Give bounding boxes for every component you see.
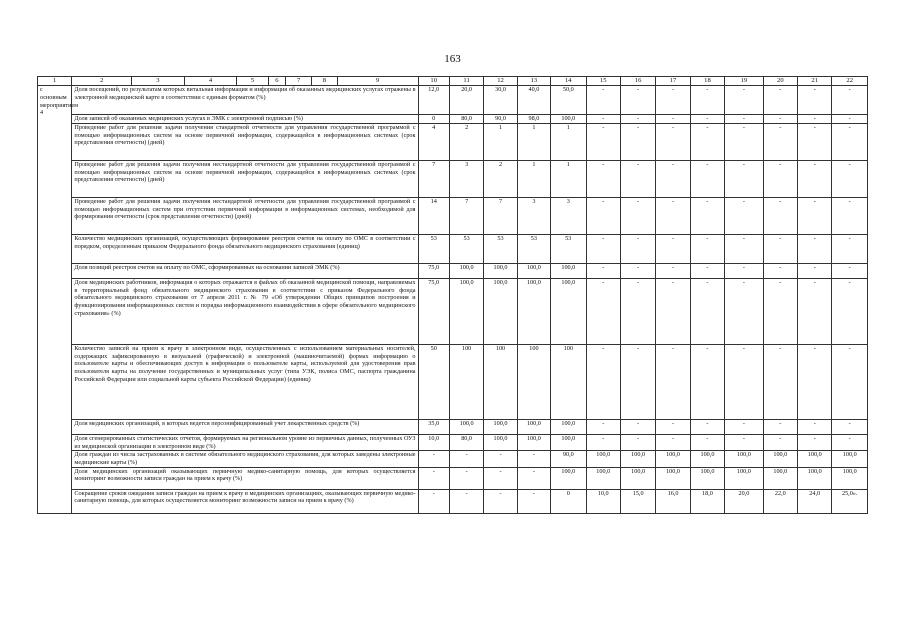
value-cell: -	[620, 234, 655, 263]
value-cell: -	[620, 160, 655, 197]
value-cell: -	[586, 278, 620, 344]
value-cell: 53	[484, 234, 517, 263]
header-row	[38, 77, 868, 86]
value-cell: -	[656, 234, 690, 263]
value-cell: -	[725, 263, 763, 278]
value-cell: 100,0	[763, 451, 797, 467]
value-cell: -	[656, 86, 690, 115]
indicator-name: Доля медицинских организаций, в которых ведется персонифицированный учет лекарственных средств (%)	[72, 419, 418, 434]
value-cell: 100,0	[551, 419, 586, 434]
value-cell: -	[690, 434, 724, 450]
value-cell: 75,0	[418, 278, 449, 344]
value-cell: 100,0	[586, 451, 620, 467]
value-cell: -	[798, 123, 832, 160]
side-cell	[38, 278, 72, 344]
value-cell: -	[620, 434, 655, 450]
value-cell: 100,0	[586, 467, 620, 489]
value-cell: -	[656, 160, 690, 197]
column-number: 3	[132, 77, 185, 86]
value-cell: 3	[551, 197, 586, 234]
indicator-name: Доля записей об оказанных медицинских услугах в ЭМК с электронной подписью (%)	[72, 115, 418, 124]
indicator-name: Сокращение сроков ожидания записи граждан на прием к врачу в медицинских организациях, оказывающих первичную медико-санитарную помощь, для которых осуществляется мониторинг возможности записи на прием к врачу (%)	[72, 489, 418, 513]
column-number: 8	[312, 77, 337, 86]
value-cell: 100	[551, 344, 586, 419]
value-cell: 100,0	[690, 451, 724, 467]
value-cell: -	[763, 234, 797, 263]
indicator-name: Доля граждан из числа застрахованных в системе обязательного медицинского страхования, для которых заведены электронные медицинские карты (%)	[72, 451, 418, 467]
value-cell: 53	[551, 234, 586, 263]
value-cell: 100,0	[484, 263, 517, 278]
value-cell: -	[656, 123, 690, 160]
value-cell: 100,0	[832, 451, 868, 467]
value-cell: -	[656, 434, 690, 450]
indicators-table	[37, 76, 868, 514]
value-cell: -	[832, 115, 868, 124]
value-cell: 100,0	[484, 434, 517, 450]
value-cell: 1	[517, 160, 550, 197]
value-cell: 16,0	[656, 489, 690, 513]
value-cell: 0	[551, 489, 586, 513]
value-cell: -	[725, 344, 763, 419]
table-row	[38, 344, 868, 419]
value-cell: 100,0	[551, 467, 586, 489]
value-cell: 90,0	[551, 451, 586, 467]
column-number: 10	[418, 77, 449, 86]
value-cell: -	[418, 451, 449, 467]
value-cell: -	[763, 160, 797, 197]
value-cell: -	[798, 434, 832, 450]
value-cell: -	[690, 234, 724, 263]
value-cell: 100,0	[517, 434, 550, 450]
side-cell	[38, 419, 72, 434]
value-cell: 18,0	[690, 489, 724, 513]
value-cell: 80,0	[449, 434, 483, 450]
value-cell: 2	[484, 160, 517, 197]
value-cell: 7	[484, 197, 517, 234]
table-row	[38, 434, 868, 450]
value-cell: -	[449, 489, 483, 513]
value-cell: -	[620, 115, 655, 124]
value-cell: -	[690, 123, 724, 160]
value-cell: -	[620, 86, 655, 115]
value-cell: 98,0	[517, 115, 550, 124]
value-cell: -	[656, 278, 690, 344]
value-cell: 100,0	[832, 467, 868, 489]
value-cell: 20,0	[449, 86, 483, 115]
value-cell: -	[763, 86, 797, 115]
value-cell: -	[832, 419, 868, 434]
column-number: 5	[237, 77, 268, 86]
value-cell: -	[725, 160, 763, 197]
value-cell: -	[725, 86, 763, 115]
value-cell: -	[725, 115, 763, 124]
value-cell: -	[484, 451, 517, 467]
value-cell: -	[832, 278, 868, 344]
value-cell: -	[586, 263, 620, 278]
value-cell: 100,0	[725, 451, 763, 467]
value-cell: -	[725, 123, 763, 160]
value-cell: 1	[484, 123, 517, 160]
indicator-name: Количество медицинских организаций, осуществляющих формирование реестров счетов на оплату по ОМС в соответствии с порядком, определенным приказом Федерального фонда обязательного медицинского страхования (единиц)	[72, 234, 418, 263]
indicator-name: Доля сгенерированных статистических отчетов, формируемых на региональном уровне из первичных данных, полученных ОУЗ из медицинской организации в электронном виде (%)	[72, 434, 418, 450]
value-cell: 1	[551, 160, 586, 197]
column-number: 12	[484, 77, 517, 86]
column-number: 4	[184, 77, 237, 86]
value-cell: -	[586, 115, 620, 124]
value-cell: -	[620, 419, 655, 434]
value-cell: -	[690, 86, 724, 115]
value-cell: -	[586, 160, 620, 197]
value-cell: -	[798, 160, 832, 197]
value-cell: 0	[418, 115, 449, 124]
value-cell: -	[418, 467, 449, 489]
value-cell: 22,0	[763, 489, 797, 513]
value-cell: 100,0	[484, 278, 517, 344]
value-cell: -	[832, 197, 868, 234]
value-cell: 40,0	[517, 86, 550, 115]
table-row	[38, 86, 868, 115]
value-cell: -	[620, 263, 655, 278]
indicator-name: Доля медицинских организаций оказывающих первичную медико-санитарную помощь, для которых осуществляется мониторинг возможности записи граждан на прием к врачу (%)	[72, 467, 418, 489]
value-cell: 100,0	[517, 419, 550, 434]
value-cell: -	[832, 263, 868, 278]
value-cell: 30,0	[484, 86, 517, 115]
side-cell	[38, 160, 72, 197]
side-cell	[38, 434, 72, 450]
value-cell: -	[832, 234, 868, 263]
value-cell: -	[620, 197, 655, 234]
table-row	[38, 234, 868, 263]
column-number: 7	[285, 77, 311, 86]
side-cell	[38, 467, 72, 489]
value-cell: 53	[517, 234, 550, 263]
page-number: 163	[444, 53, 461, 65]
column-number: 15	[586, 77, 620, 86]
value-cell: 100,0	[656, 467, 690, 489]
column-number: 20	[763, 77, 797, 86]
value-cell: 12,0	[418, 86, 449, 115]
value-cell: -	[586, 123, 620, 160]
table-row	[38, 197, 868, 234]
value-cell: -	[690, 115, 724, 124]
value-cell: -	[763, 197, 797, 234]
value-cell: 100,0	[517, 278, 550, 344]
value-cell: 7	[418, 160, 449, 197]
value-cell: -	[832, 160, 868, 197]
value-cell: -	[690, 344, 724, 419]
value-cell: -	[832, 86, 868, 115]
value-cell: 100,0	[449, 419, 483, 434]
side-cell	[38, 197, 72, 234]
value-cell: 90,0	[484, 115, 517, 124]
side-cell	[38, 234, 72, 263]
value-cell: 4	[418, 123, 449, 160]
value-cell: -	[832, 123, 868, 160]
indicator-name: Проведение работ для решения задачи получения нестандартной отчетности для управления государственной программой с помощью информационных систем на основе первичной информации, содержащейся в информационных системах (срок представления отчетности) (дней)	[72, 160, 418, 197]
value-cell: -	[763, 123, 797, 160]
column-number: 11	[449, 77, 483, 86]
value-cell: -	[484, 489, 517, 513]
column-number: 22	[832, 77, 868, 86]
value-cell: -	[690, 160, 724, 197]
value-cell: -	[690, 419, 724, 434]
value-cell: -	[586, 434, 620, 450]
value-cell: 3	[517, 197, 550, 234]
value-cell: -	[586, 234, 620, 263]
value-cell: 80,0	[449, 115, 483, 124]
column-number: 19	[725, 77, 763, 86]
value-cell: 75,0	[418, 263, 449, 278]
value-cell: -	[656, 115, 690, 124]
value-cell: -	[620, 278, 655, 344]
value-cell: -	[656, 419, 690, 434]
value-cell: -	[763, 115, 797, 124]
value-cell: -	[725, 434, 763, 450]
value-cell: 2	[449, 123, 483, 160]
table-row	[38, 263, 868, 278]
value-cell: -	[725, 234, 763, 263]
value-cell: -	[798, 197, 832, 234]
value-cell: -	[690, 197, 724, 234]
value-cell: -	[725, 278, 763, 344]
value-cell: 100,0	[690, 467, 724, 489]
side-label: с основным мероприятием 4	[38, 86, 72, 124]
value-cell: -	[832, 434, 868, 450]
value-cell: -	[586, 197, 620, 234]
value-cell: 100	[449, 344, 483, 419]
table-row	[38, 123, 868, 160]
indicator-name: Проведение работ для решения задачи получения стандартной отчетности для управления государственной программой с помощью информационных систем на основе первичной информации, содержащейся в информационных системах (срок представления отчетности) (дней)	[72, 123, 418, 160]
value-cell: -	[763, 344, 797, 419]
value-cell: -	[763, 419, 797, 434]
value-cell: 53	[418, 234, 449, 263]
value-cell: -	[656, 263, 690, 278]
column-number: 18	[690, 77, 724, 86]
value-cell: 20,0	[725, 489, 763, 513]
value-cell: -	[798, 234, 832, 263]
value-cell: -	[725, 197, 763, 234]
value-cell: -	[690, 263, 724, 278]
indicator-name: Доля медицинских работников, информация о которых отражается в файлах об оказанной медицинской помощи, направляемых в территориальный фонд обязательного медицинского страхования в соответствии с приказом Федерального фонда обязательного медицинского страхования от 7 апреля 2011 г. № 79 «Об утверждении Общих принципов построения и функционирования информационных систем и порядка информационного взаимодействия в сфере обязательного медицинского страхования» (%)	[72, 278, 418, 344]
value-cell: 14	[418, 197, 449, 234]
column-number: 1	[38, 77, 72, 86]
column-number: 14	[551, 77, 586, 86]
side-cell	[38, 489, 72, 513]
value-cell: -	[656, 197, 690, 234]
value-cell: 3	[449, 160, 483, 197]
table-row	[38, 160, 868, 197]
value-cell: 50,0	[551, 86, 586, 115]
table-row	[38, 451, 868, 467]
value-cell: 25,0».	[832, 489, 868, 513]
value-cell: 35,0	[418, 419, 449, 434]
table-row	[38, 278, 868, 344]
value-cell: -	[763, 278, 797, 344]
value-cell: -	[517, 451, 550, 467]
value-cell: 50	[418, 344, 449, 419]
value-cell: 10,0	[418, 434, 449, 450]
value-cell: 100,0	[763, 467, 797, 489]
value-cell: 100,0	[551, 115, 586, 124]
value-cell: 100,0	[620, 467, 655, 489]
value-cell: 100,0	[517, 263, 550, 278]
value-cell: -	[798, 419, 832, 434]
value-cell: -	[798, 115, 832, 124]
side-cell	[38, 263, 72, 278]
value-cell: -	[798, 278, 832, 344]
value-cell: -	[484, 467, 517, 489]
table-row	[38, 419, 868, 434]
indicator-name: Доля позиций реестров счетов на оплату по ОМС, сформированных на основании записей ЭМК (%)	[72, 263, 418, 278]
value-cell: -	[763, 263, 797, 278]
value-cell: 100,0	[551, 278, 586, 344]
column-number: 13	[517, 77, 550, 86]
value-cell: -	[586, 86, 620, 115]
value-cell: 100,0	[449, 278, 483, 344]
value-cell: -	[725, 419, 763, 434]
column-number: 2	[72, 77, 132, 86]
column-number: 6	[268, 77, 285, 86]
column-number: 9	[337, 77, 418, 86]
value-cell: 100	[484, 344, 517, 419]
value-cell: 7	[449, 197, 483, 234]
value-cell: 53	[449, 234, 483, 263]
value-cell: 100	[517, 344, 550, 419]
value-cell: 100,0	[620, 451, 655, 467]
side-cell	[38, 344, 72, 419]
value-cell: -	[798, 86, 832, 115]
value-cell: -	[690, 278, 724, 344]
value-cell: -	[763, 434, 797, 450]
table-row	[38, 467, 868, 489]
value-cell: 1	[551, 123, 586, 160]
column-number: 21	[798, 77, 832, 86]
value-cell: 100,0	[551, 434, 586, 450]
value-cell: -	[620, 123, 655, 160]
value-cell: 100,0	[484, 419, 517, 434]
side-cell	[38, 123, 72, 160]
value-cell: 100,0	[449, 263, 483, 278]
indicator-name: Доля посещений, по результатам которых витальная информация и информация об оказанных медицинских услугах отражены в электронной медицинской карте в соответствии с единым форматом (%)	[72, 86, 418, 115]
side-cell	[38, 451, 72, 467]
value-cell: 15,0	[620, 489, 655, 513]
value-cell: 100,0	[551, 263, 586, 278]
table-row	[38, 489, 868, 513]
value-cell: 24,0	[798, 489, 832, 513]
value-cell: -	[517, 467, 550, 489]
value-cell: 100,0	[656, 451, 690, 467]
column-number: 17	[656, 77, 690, 86]
value-cell: -	[798, 344, 832, 419]
value-cell: -	[586, 344, 620, 419]
value-cell: -	[620, 344, 655, 419]
indicator-name: Проведение работ для решения задачи получения нестандартной отчетности для управления государственной программой с помощью информационных систем при отсутствии первичной информации в информационных системах, необходимой для формирования отчетности (срок представления отчетности) (дней)	[72, 197, 418, 234]
column-number: 16	[620, 77, 655, 86]
value-cell: -	[798, 263, 832, 278]
indicator-name: Количество записей на прием к врачу в электронном виде, осуществленных с использованием материальных носителей, содержащих зафиксированную в визуальной (графической) и электронной (машиночитаемой) формах информацию о пользователе карты и обеспечивающих доступ к информации о пользователе карты, используемой для удостоверения прав пользователя карты на получение государственных и муниципальных услуг (типа УЭК, полиса ОМС, паспорта гражданина Российской Федерации или социальной карты субъекта Российской Федерации) (единиц)	[72, 344, 418, 419]
value-cell: -	[517, 489, 550, 513]
value-cell: 100,0	[725, 467, 763, 489]
value-cell: -	[449, 451, 483, 467]
value-cell: 10,0	[586, 489, 620, 513]
value-cell: -	[449, 467, 483, 489]
table-row	[38, 115, 868, 124]
value-cell: 100,0	[798, 451, 832, 467]
value-cell: 1	[517, 123, 550, 160]
value-cell: -	[586, 419, 620, 434]
value-cell: -	[832, 344, 868, 419]
value-cell: 100,0	[798, 467, 832, 489]
value-cell: -	[656, 344, 690, 419]
value-cell: -	[418, 489, 449, 513]
